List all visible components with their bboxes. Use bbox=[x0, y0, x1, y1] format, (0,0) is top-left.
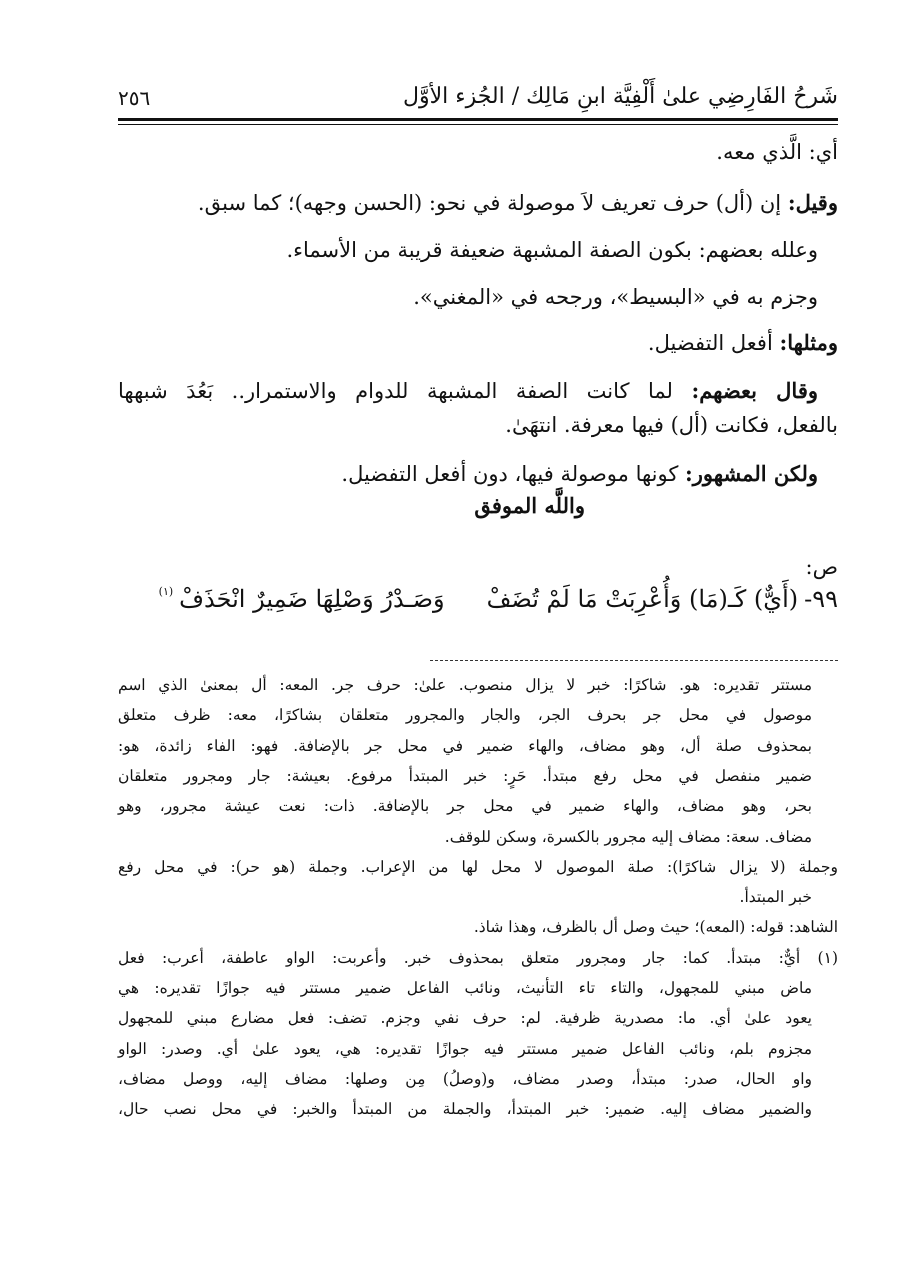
line-text: لما كانت الصفة المشبهة للدوام والاستمرار.. بَعُدَ شبهها bbox=[118, 379, 692, 403]
footnote-ref: (١) bbox=[158, 585, 174, 598]
lead-term: ومثلها: bbox=[779, 330, 838, 355]
footnote-line: والضمير مضاف إليه. ضمير: خبر المبتدأ، والجملة من المبتدأ والخبر: في محل نصب حال، bbox=[118, 1100, 812, 1119]
body-paragraph-line bbox=[286, 238, 818, 262]
footnote-separator bbox=[430, 660, 838, 661]
line-text: أفعل التفضيل. bbox=[647, 331, 780, 355]
footnote-line: وجملة (لا يزال شاكرًا): صلة الموصول لا محل لها من الإعراب. وجملة (هو حر): في محل رفع bbox=[118, 857, 838, 876]
body-paragraph-line bbox=[716, 140, 838, 164]
header-rule-thin bbox=[118, 124, 838, 125]
footnote-line: (١) أيٌّ: مبتدأ. كما: جار ومجرور متعلق بمحذوف خبر. وأعربت: الواو عاطفة، أعرب: فعل bbox=[118, 948, 838, 967]
lead-term: ولكن المشهور: bbox=[685, 461, 818, 486]
footnote-line: ضمير منفصل في محل رفع مبتدأ. حَرٍ: خبر المبتدأ مرفوع. بعيشة: جار ومجرور متعلقان bbox=[118, 766, 812, 785]
body-paragraph-line bbox=[341, 461, 818, 486]
verse-number: ٩٩- bbox=[804, 585, 838, 613]
verse-first-hemistich: (أَيٌّ) كَـ(مَا) وَأُعْرِبَتْ مَا لَمْ تُضَفْ bbox=[486, 585, 799, 613]
footnote-line: بحر، وهو مضاف، والهاء ضمير في محل جر بالإضافة. ذات: نعت عيشة مجرور، وهو bbox=[118, 797, 812, 816]
verse-second-hemistich: وَصَـدْرُ وَصْلِهَا ضَمِيرٌ انْحَذَفْ bbox=[179, 585, 445, 613]
header-rule-thick bbox=[118, 118, 838, 121]
footnote-line: بمحذوف صلة أل، وهو مضاف، والهاء ضمير في محل جر بالإضافة. فهو: الفاء زائدة، هو: bbox=[118, 736, 812, 755]
footnote-line: واو الحال، صدر: مبتدأ، وصدر مضاف، و(وصلُ) مِن وصلها: مضاف إليه، ووصل مضاف، bbox=[118, 1069, 812, 1088]
line-text: كونها موصولة فيها، دون أفعل التفضيل. bbox=[341, 462, 686, 486]
closing-phrase: واللَّه الموفق bbox=[474, 493, 585, 518]
footnote-line: يعود علىٰ أي. ما: مصدرية ظرفية. لم: حرف نفي وجزم. تضف: فعل مضارع مبني للمجهول bbox=[118, 1009, 812, 1028]
line-text: إن (أل) حرف تعريف لاَ موصولة في نحو: (الحسن وجهه)؛ كما سبق. bbox=[197, 191, 788, 215]
line-text: وعلله بعضهم: بكون الصفة المشبهة ضعيفة قريبة من الأسماء. bbox=[286, 238, 818, 262]
body-paragraph-line bbox=[413, 285, 818, 309]
running-header-title: شَرحُ الفَارِضِي علىٰ أَلْفِيَّة ابنِ مَالِك / الجُزء الأوَّل bbox=[402, 84, 838, 109]
lead-term: وقيل: bbox=[787, 190, 838, 215]
body-paragraph-line bbox=[648, 330, 838, 355]
footnote-line: مجزوم بلم، ونائب الفاعل ضمير مستتر فيه جوازًا تقديره: هي، يعود علىٰ أي. وصدر: الواو bbox=[118, 1039, 812, 1058]
footnote-line: مستتر تقديره: هو. شاكرًا: خبر لا يزال منصوب. علىٰ: حرف جر. المعه: أل بمعنىٰ الذي اسم bbox=[118, 676, 812, 694]
footnote-line: مضاف. سعة: مضاف إليه مجرور بالكسرة، وسكن للوقف. bbox=[444, 827, 812, 846]
line-text: وجزم به في «البسيط»، ورجحه في «المغني». bbox=[413, 285, 818, 309]
page-number: ٢٥٦ bbox=[118, 86, 151, 110]
footnote-line: خبر المبتدأ. bbox=[739, 888, 812, 907]
footnote-line: ماض مبني للمجهول، والتاء تاء التأنيث، ونائب الفاعل ضمير مستتر فيه جوازًا تقديره: هي bbox=[118, 979, 812, 997]
line-text: أي: الَّذي معه. bbox=[716, 140, 838, 164]
verse-line bbox=[118, 585, 838, 613]
footnote-line: الشاهد: قوله: (المعه)؛ حيث وصل أل بالظرف، وهذا شاذ. bbox=[473, 918, 838, 937]
lead-term: وقال بعضهم: bbox=[691, 378, 818, 403]
body-paragraph-line bbox=[505, 413, 838, 437]
body-paragraph-line bbox=[198, 190, 838, 215]
line-text: بالفعل، فكانت (أل) فيها معرفة. انتهَىٰ. bbox=[505, 413, 838, 437]
body-paragraph-line bbox=[118, 378, 818, 403]
verse-label: ص: bbox=[805, 555, 838, 579]
footnote-line: موصول في محل جر بحرف الجر، والجار والمجرور متعلقان بشاكرًا، معه: ظرف متعلق bbox=[118, 706, 812, 725]
